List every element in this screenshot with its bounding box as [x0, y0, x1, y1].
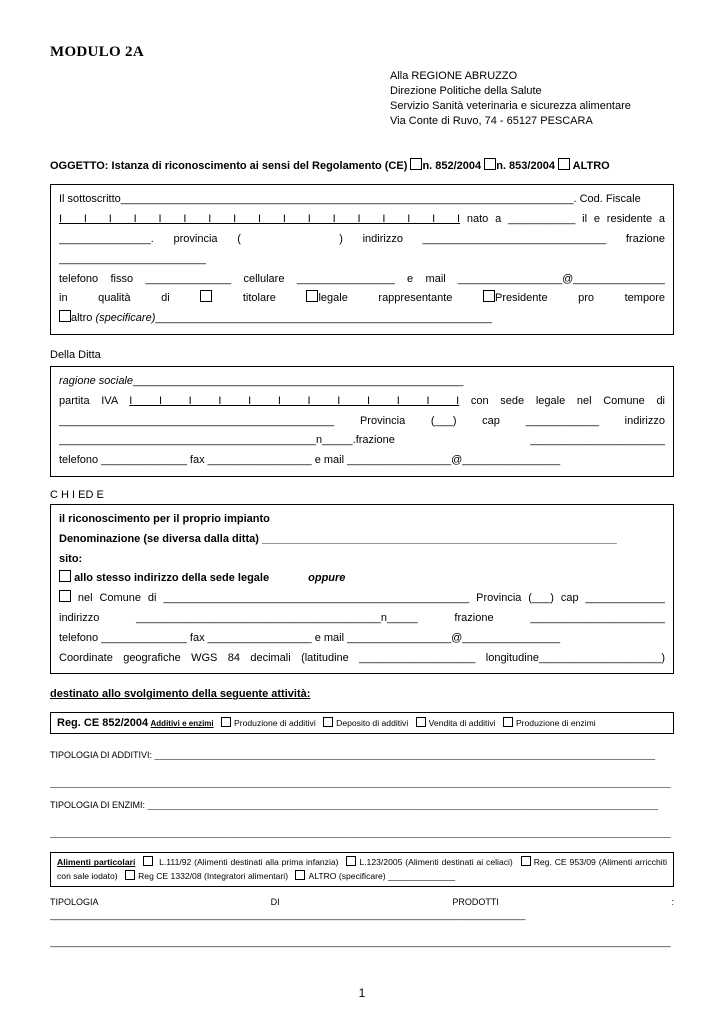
nato-a-text: nato a ___________ il e residente a: [466, 213, 665, 226]
telefono-fisso-text: telefono fisso ______________ cellulare ________________ e mail _________________@_______________: [59, 272, 665, 285]
coordinate-text: Coordinate geografiche WGS 84 decimali (latitudine ___________________ longitudine____________________): [59, 651, 665, 664]
presidente-label: Presidente pro tempore: [494, 292, 665, 305]
codice-fiscale-cells[interactable]: I I I I I I I I I I I I I I I I I: [59, 213, 461, 226]
checkbox-l123-2005[interactable]: [346, 856, 356, 866]
frazione-blank: ________________________: [59, 252, 206, 265]
produzione-enzimi-label: Produzione di enzimi: [515, 718, 596, 729]
chiede-heading: C H I ED E: [50, 488, 104, 501]
checkbox-alimenti-altro[interactable]: [295, 870, 305, 880]
recipient-line-3: Servizio Sanità veterinaria e sicurezza alimentare: [390, 99, 631, 112]
provincia-indirizzo-text: _______________. provincia ( ) indirizzo ______________________________ frazione: [59, 232, 665, 245]
tipologia-additivi-blank: ____________________________________________________________________________________________________: [154, 750, 656, 761]
reg852-box: [50, 712, 674, 734]
indirizzo-frazione-text: __________________________________________n_____.frazione ______________________: [59, 434, 665, 447]
subject-label: OGGETTO: Istanza di riconoscimento ai sensi del Regolamento (CE): [50, 160, 408, 173]
alimenti-altro-label: ALTRO (specificare): [308, 870, 386, 881]
ragione-sociale-label: ragione sociale: [59, 374, 133, 387]
line-telefono-sito: [59, 629, 665, 649]
checkbox-legale-rappresentante[interactable]: [306, 290, 318, 302]
line-indirizzo-sito: [59, 609, 665, 629]
checkbox-produzione-additivi[interactable]: [221, 717, 231, 727]
tipologia-prodotti-blank2: [50, 934, 674, 951]
chiede-box: [50, 504, 674, 674]
checkbox-titolare[interactable]: [200, 290, 212, 302]
checkbox-reg-1332-08[interactable]: [125, 870, 135, 880]
checkbox-reg-852[interactable]: [410, 158, 422, 170]
line-telefono-ditta: [59, 451, 665, 471]
reg-1332-08-label: Reg CE 1332/08 (Integratori alimentari): [138, 870, 289, 881]
line-sito: [59, 550, 665, 570]
denominazione-label: Denominazione (se diversa dalla ditta): [59, 532, 259, 545]
reg-953-09-label: Reg. CE 953/09 (Alimenti arricchiti con sale iodato): [57, 857, 668, 881]
subject-option-altro: ALTRO: [572, 160, 610, 173]
checkbox-reg-953-09[interactable]: [521, 856, 531, 866]
tipologia-prodotti-header: TIPOLOGIA DI PRODOTTI :: [50, 896, 674, 907]
tipologia-enzimi-label: TIPOLOGIA DI ENZIMI:: [50, 800, 146, 811]
checkbox-vendita-additivi[interactable]: [416, 717, 426, 727]
sottoscritto-label: Il sottoscritto: [59, 193, 121, 206]
qualita-label: in qualità di: [59, 292, 170, 305]
titolare-label: titolare: [242, 292, 276, 305]
line-altro: [59, 309, 665, 329]
indirizzo-sito-text: indirizzo ________________________________________n_____ frazione ______________________: [59, 611, 665, 624]
sottoscritto-blank: __________________________________________________________________________: [120, 193, 574, 206]
line-comune-provincia: [59, 412, 665, 432]
stesso-indirizzo-label: allo stesso indirizzo della sede legale: [74, 572, 270, 585]
page-title: MODULO 2A: [50, 44, 144, 60]
line-nel-comune: [59, 589, 665, 609]
legale-rappresentante-label: legale rappresentante: [318, 292, 453, 305]
checkbox-presidente[interactable]: [483, 290, 495, 302]
line-denominazione: [59, 530, 665, 550]
tipologia-enzimi-line2: [50, 828, 674, 838]
applicant-box: [50, 184, 674, 335]
checkbox-altro-qualita[interactable]: [59, 310, 71, 322]
checkbox-nel-comune[interactable]: [59, 590, 71, 602]
subject-option-852: n. 852/2004: [422, 160, 482, 173]
attivita-heading: destinato allo svolgimento della seguente attività:: [50, 688, 311, 701]
line-ragione-sociale: [59, 372, 665, 392]
tipologia-additivi-line: [50, 750, 674, 760]
line-qualita: [59, 289, 665, 309]
cod-fiscale-label: . Cod. Fiscale: [573, 193, 641, 206]
checkbox-stesso-indirizzo[interactable]: [59, 570, 71, 582]
company-box: [50, 366, 674, 477]
line-sottoscritto: [59, 190, 665, 210]
partita-iva-label: partita IVA: [59, 394, 118, 407]
altro-blank: _______________________________________________________: [155, 312, 492, 325]
checkbox-produzione-enzimi[interactable]: [503, 717, 513, 727]
checkbox-reg-altro[interactable]: [558, 158, 570, 170]
della-ditta-heading: Della Ditta: [50, 348, 101, 361]
checkbox-deposito-additivi[interactable]: [323, 717, 333, 727]
prodotti-blank1: _______________________________________________________________________________________________: [50, 909, 526, 920]
riconoscimento-text: il riconoscimento per il proprio impianto: [59, 512, 270, 525]
page-number: 1: [358, 986, 366, 1000]
line-codice-fiscale: [59, 210, 665, 230]
alimenti-altro-blank: ______________: [388, 870, 455, 881]
recipient-line-4: Via Conte di Ruvo, 74 - 65127 PESCARA: [390, 114, 593, 127]
line-partita-iva: [59, 392, 665, 412]
comune-provincia-text: _____________________________________________ Provincia (___) cap ____________ indirizzo: [59, 414, 665, 427]
nel-comune-text: nel Comune di __________________________________________________ Provincia (___) cap _____________: [77, 592, 665, 605]
alimenti-particolari-title: Alimenti particolari: [57, 857, 136, 868]
subject-option-853: n. 853/2004: [496, 160, 555, 173]
reg852-subtitle: Additivi e enzimi: [150, 719, 214, 729]
telefono-sito-text: telefono ______________ fax _________________ e mail _________________@________________: [59, 631, 561, 644]
tipologia-enzimi-blank: ______________________________________________________________________________________________________: [147, 800, 659, 811]
prodotti-blank2: ____________________________________________________________________________________________________________________________: [50, 937, 671, 948]
denominazione-blank: __________________________________________________________: [261, 532, 617, 545]
line-provincia-indirizzo: [59, 230, 665, 250]
specificare-label: (specificare): [95, 312, 156, 325]
line-frazione-blank: [59, 250, 665, 270]
tipologia-prodotti-blank1: [50, 907, 674, 924]
tipologia-additivi-blank2: ____________________________________________________________________________________________________________________________: [50, 778, 671, 789]
checkbox-l111-92[interactable]: [143, 856, 153, 866]
alimenti-particolari-box: [50, 852, 674, 887]
tipologia-enzimi-line: [50, 800, 674, 810]
tipologia-enzimi-blank2: ____________________________________________________________________________________________________________________________: [50, 828, 671, 839]
telefono-ditta-text: telefono ______________ fax _________________ e mail _________________@________________: [59, 454, 561, 467]
line-sede-legale-option: [59, 569, 665, 589]
checkbox-reg-853[interactable]: [484, 158, 496, 170]
recipient-line-2: Direzione Politiche della Salute: [390, 84, 542, 97]
subject-line: [50, 158, 674, 172]
produzione-additivi-label: Produzione di additivi: [234, 718, 316, 729]
sito-label: sito:: [59, 552, 83, 565]
tipologia-additivi-label: TIPOLOGIA DI ADDITIVI:: [50, 750, 153, 761]
altro-label: altro: [71, 312, 93, 325]
partita-iva-cells[interactable]: I I I I I I I I I I I I: [129, 394, 460, 407]
recipient-block: [390, 69, 674, 128]
line-coordinate: [59, 649, 665, 669]
recipient-line-1: Alla REGIONE ABRUZZO: [390, 70, 518, 82]
oppure-label: oppure: [308, 572, 346, 585]
line-telefono-fisso: [59, 270, 665, 290]
vendita-additivi-label: Vendita di additivi: [428, 718, 496, 729]
ragione-sociale-blank: ______________________________________________________: [133, 374, 464, 387]
l111-92-label: L.111/92 (Alimenti destinati alla prima infanzia): [159, 857, 339, 868]
line-riconoscimento: [59, 510, 665, 530]
reg852-title: Reg. CE 852/2004: [57, 717, 149, 730]
deposito-additivi-label: Deposito di additivi: [336, 718, 409, 729]
sede-legale-text: con sede legale nel Comune di: [470, 394, 665, 407]
tipologia-additivi-line2: [50, 778, 674, 788]
l123-2005-label: L.123/2005 (Alimenti destinati ai celiaci): [359, 857, 513, 868]
line-indirizzo-frazione: [59, 431, 665, 451]
